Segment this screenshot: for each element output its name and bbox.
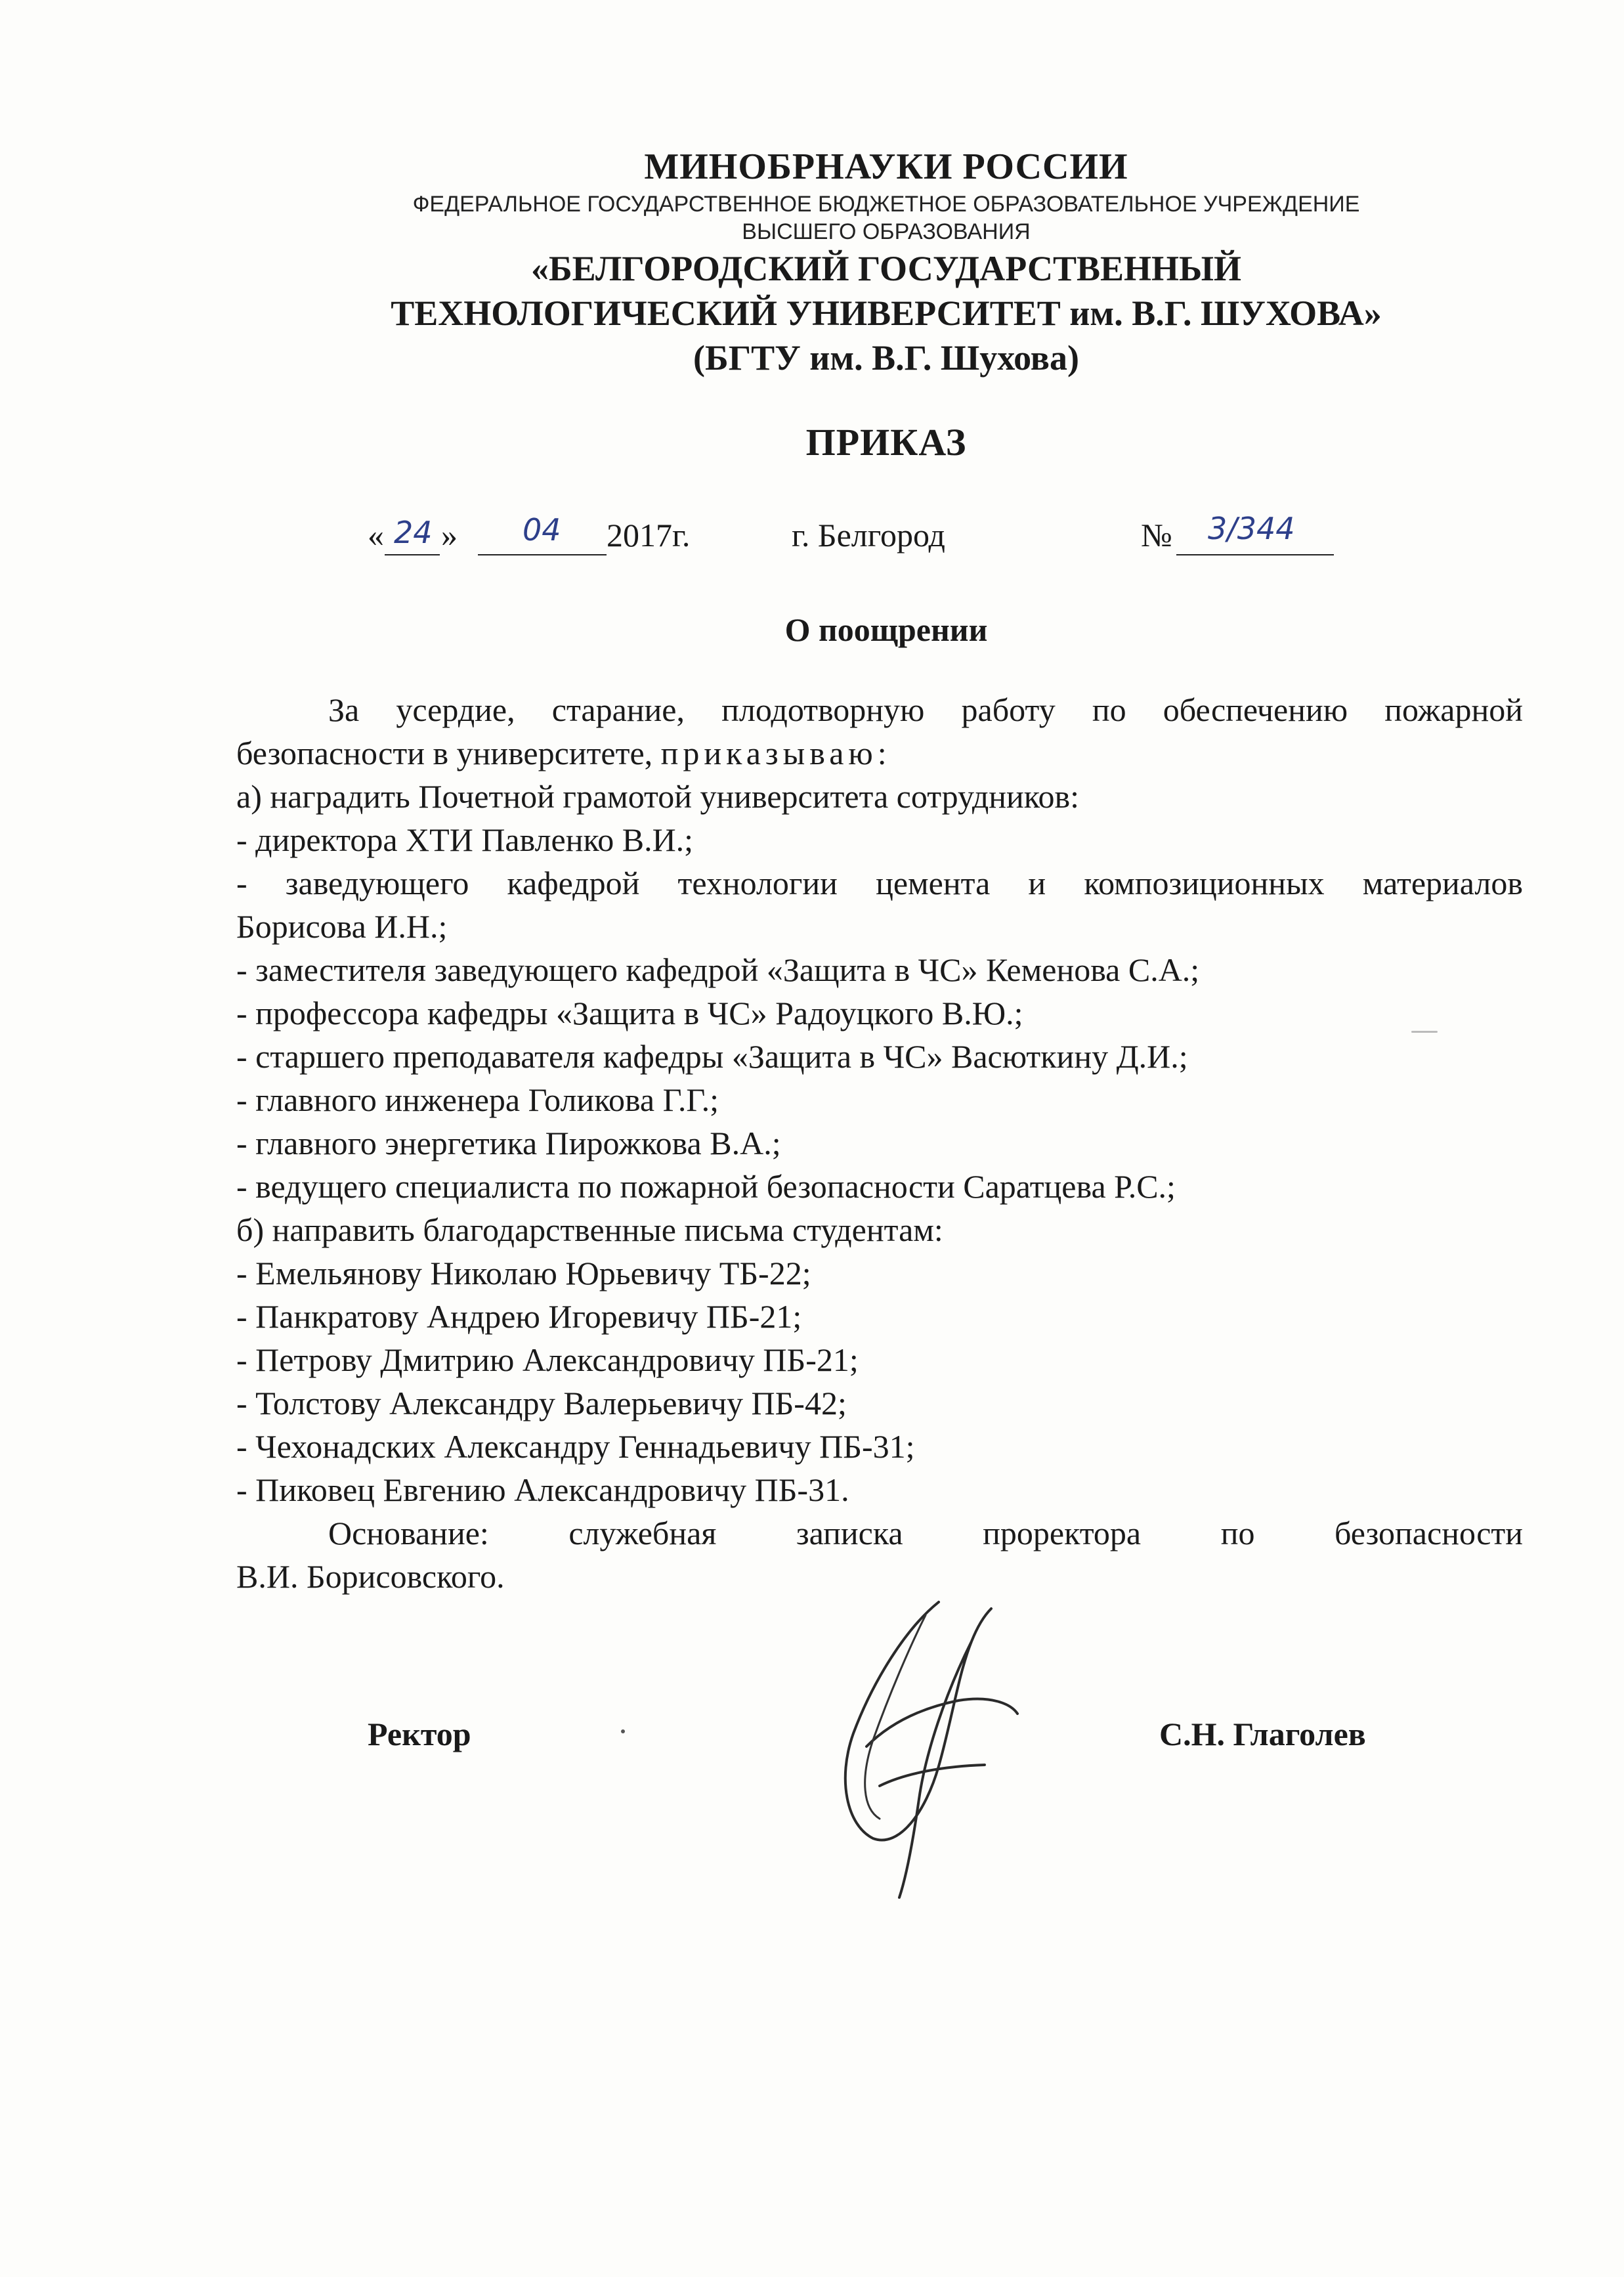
order-number-value: 3/344 — [1208, 511, 1295, 546]
order-number-label: № — [1141, 517, 1172, 553]
staff-item: - директора ХТИ Павленко В.И.; — [236, 821, 694, 858]
university-short-name: (БГТУ им. В.Г. Шухова) — [693, 338, 1079, 378]
staff-item: - старшего преподавателя кафедры «Защита в ЧС» Васюткину Д.И.; — [236, 1038, 1188, 1075]
staff-item: - профессора кафедры «Защита в ЧС» Радоуцкого В.Ю.; — [236, 995, 1023, 1031]
staff-item: - заведующего кафедрой технологии цемента и композиционных материалов — [236, 865, 1523, 901]
student-item: - Емельянову Николаю Юрьевичу ТБ-22; — [236, 1255, 811, 1291]
university-name-line2: ТЕХНОЛОГИЧЕСКИЙ УНИВЕРСИТЕТ им. В.Г. ШУХОВА» — [391, 293, 1382, 333]
section-a-heading: а) наградить Почетной грамотой университета сотрудников: — [236, 778, 1080, 815]
intro-line-2 — [236, 731, 1523, 775]
staff-item: - главного энергетика Пирожкова В.А.; — [236, 1125, 781, 1161]
staff-item: - ведущего специалиста по пожарной безопасности Саратцева Р.С.; — [236, 1168, 1176, 1205]
scan-speck — [621, 1729, 625, 1733]
student-item: - Пиковец Евгению Александровичу ПБ-31. — [236, 1471, 849, 1508]
date-close-quote: » — [441, 517, 458, 553]
scan-speck — [1411, 1031, 1438, 1033]
date-open-quote: « — [368, 517, 384, 553]
student-item: - Петрову Дмитрию Александровичу ПБ-21; — [236, 1341, 859, 1378]
intro-line-2-colon: : — [877, 735, 887, 771]
institution-type-line1: ФЕДЕРАЛЬНОЕ ГОСУДАРСТВЕННОЕ БЮДЖЕТНОЕ ОБРАЗОВАТЕЛЬНОЕ УЧРЕЖДЕНИЕ — [412, 192, 1360, 217]
student-item: - Толстову Александру Валерьевичу ПБ-42; — [236, 1385, 847, 1421]
university-name-line1: «БЕЛГОРОДСКИЙ ГОСУДАРСТВЕННЫЙ — [530, 249, 1242, 288]
basis-line-1: Основание: служебная записка проректора по безопасности — [328, 1515, 1523, 1551]
staff-item: - главного инженера Голикова Г.Г.; — [236, 1081, 719, 1118]
student-item: - Чехонадских Александру Геннадьевичу ПБ-31; — [236, 1428, 915, 1465]
section-b-heading: б) направить благодарственные письма студентам: — [236, 1211, 943, 1248]
staff-item: - заместителя заведующего кафедрой «Защита в ЧС» Кеменова С.А.; — [236, 951, 1200, 988]
order-verb: приказываю — [660, 735, 878, 771]
signatory-position: Ректор — [368, 1716, 471, 1752]
date-month-value: 04 — [523, 512, 561, 548]
order-subject: О поощрении — [784, 611, 988, 648]
date-day-value: 24 — [394, 515, 433, 550]
institution-type-line2: ВЫСШЕГО ОБРАЗОВАНИЯ — [742, 219, 1031, 244]
date-year: 2017г. — [607, 517, 691, 553]
document-title: ПРИКАЗ — [805, 421, 967, 464]
city-name: г. Белгород — [792, 517, 945, 553]
intro-line-2-text: безопасности в университете, — [236, 735, 653, 771]
student-item: - Панкратову Андрею Игоревичу ПБ-21; — [236, 1298, 802, 1335]
date-number-row — [368, 511, 1352, 562]
order-body — [236, 688, 1523, 1598]
signature-row — [0, 1715, 1624, 1767]
basis-line-2: В.И. Борисовского. — [236, 1558, 505, 1595]
ministry-name: МИНОБРНАУКИ РОССИИ — [644, 146, 1128, 187]
signatory-name: С.Н. Глаголев — [1159, 1716, 1366, 1752]
intro-line-1: За усердие, старание, плодотворную работу по обеспечению пожарной — [328, 691, 1523, 728]
staff-item-continued: Борисова И.Н.; — [236, 908, 448, 945]
